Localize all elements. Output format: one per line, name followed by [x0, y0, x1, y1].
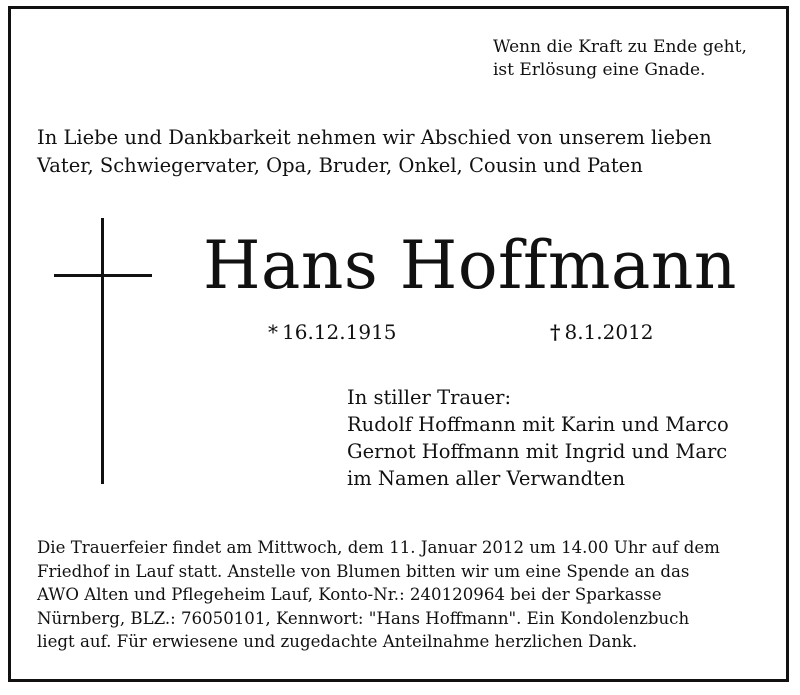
intro-line-1: In Liebe und Dankbarkeit nehmen wir Abschied von unserem lieben — [37, 126, 712, 149]
notice-line: liegt auf. Für erwiesene und zugedachte Anteilnahme herzlichen Dank. — [37, 632, 638, 651]
cross-vertical-bar — [101, 218, 104, 484]
mourners-block — [347, 384, 729, 492]
birth-symbol: * — [268, 320, 278, 344]
funeral-notice — [37, 536, 768, 654]
notice-line: Die Trauerfeier findet am Mittwoch, dem 11. Januar 2012 um 14.00 Uhr auf dem — [37, 538, 720, 557]
mourners-heading: In stiller Trauer: — [347, 386, 512, 409]
motto-line-2: ist Erlösung eine Gnade. — [493, 60, 706, 80]
notice-line: Nürnberg, BLZ.: 76050101, Kennwort: "Hans Hoffmann". Ein Kondolenzbuch — [37, 608, 690, 628]
notice-line: AWO Alten und Pflegeheim Lauf, Konto-Nr.: 240120964 bei der Sparkasse — [37, 585, 662, 604]
motto-verse — [493, 36, 747, 82]
death-date-line — [550, 318, 654, 346]
mourner-line: Gernot Hoffmann mit Ingrid und Marc — [347, 440, 728, 463]
death-symbol: † — [550, 320, 561, 344]
notice-line: Friedhof in Lauf statt. Anstelle von Blumen bitten wir um eine Spende an das — [37, 561, 690, 581]
deceased-name: Hans Hoffmann — [203, 227, 737, 304]
motto-line-1: Wenn die Kraft zu Ende geht, — [493, 37, 747, 57]
birth-date: 16.12.1915 — [282, 320, 397, 344]
intro-line-2: Vater, Schwiegervater, Opa, Bruder, Onkel, Cousin und Paten — [37, 154, 643, 177]
mourner-line: im Namen aller Verwandten — [347, 467, 626, 490]
cross-horizontal-bar — [54, 274, 152, 277]
intro-text — [37, 124, 712, 180]
birth-date-line — [268, 318, 397, 346]
mourner-line: Rudolf Hoffmann mit Karin und Marco — [347, 413, 729, 436]
death-date: 8.1.2012 — [564, 320, 654, 344]
